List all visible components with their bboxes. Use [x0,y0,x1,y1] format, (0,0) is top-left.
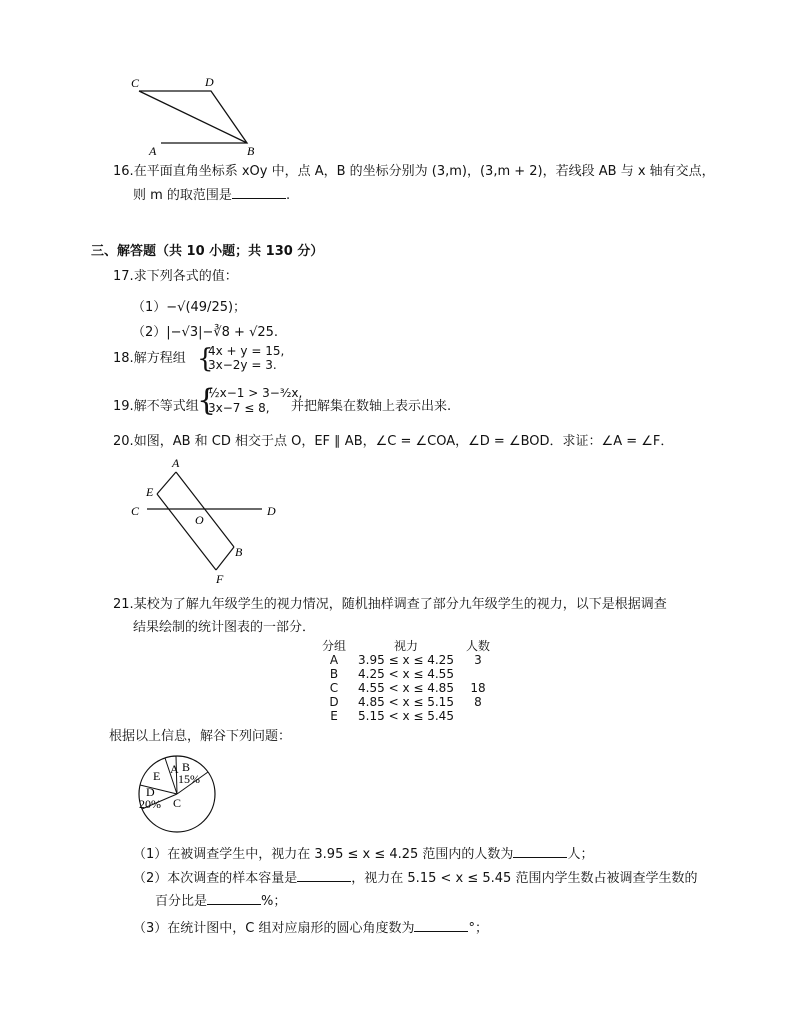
pie-label-b: B [182,760,191,774]
segment-bf [216,547,234,570]
section-title: 三、解答题（共 10 小题；共 130 分） [91,244,324,259]
q19-num: 19. [113,399,134,414]
q17-num: 17. [113,269,134,284]
q19 [113,398,199,416]
figure-q15 [125,70,265,160]
table-cell: C [329,681,339,695]
q16-text: 在平面直角坐标系 xOy 中，点 A，B 的坐标分别为 (3,m)，(3,m + 2)，若线段 AB 与 x 轴有交点， [133,164,715,179]
q16-line2-text: 则 m 的取范围是 [133,188,232,203]
table-cell: E [330,709,338,723]
q21-sub1-text: （1）在被调查学生中，视力在 3.95 ≤ x ≤ 4.25 范围内的人数为 [133,847,514,862]
q18-text: 解方程组 [133,351,186,366]
table-header: 人数 [465,639,490,653]
q18 [113,350,186,368]
q17-part1: （1）−√(49/25)； [132,300,247,315]
q16-line2 [133,186,290,205]
q21-line1 [113,596,667,614]
label-b: B [235,545,243,559]
table-cell [459,667,497,681]
label-d: D [267,504,276,518]
table-row [315,695,497,709]
q21-prompt: 根据以上信息，解谷下列问题： [109,729,292,744]
q18-system [208,344,284,372]
q21-sub2 [133,869,697,888]
table-header: 分组 [321,639,346,653]
label-c: C [131,76,140,90]
q17 [113,268,238,286]
q21-sub2-end: %； [261,894,287,909]
q17-text: 求下列各式的值： [133,269,238,284]
q19-text: 解不等式组 [133,399,199,414]
q20-text: 如图，AB 和 CD 相交于点 O，EF ∥ AB，∠C = ∠COA，∠D = ∠BOD．求证：∠A = ∠F． [133,434,674,449]
q21-sub1-end: 人； [567,847,594,862]
q21-sub2-text: （2）本次调查的样本容量是 [133,871,298,886]
q17-part2: （2）|−√3|−∛8 + √25. [132,325,279,340]
q18-brace: { [197,344,214,374]
segment-ef [157,494,216,570]
q16-line2-end: . [285,188,291,203]
table-cell: 8 [474,695,482,709]
label-d: D [205,75,214,89]
pie-label-a: A [170,762,179,776]
q21-sub3-blank[interactable] [414,919,468,932]
q21-sub1-blank[interactable] [513,845,567,858]
q19-brace: { [197,383,217,418]
figure-q15-diagonal [139,91,247,143]
q21-sub2-blank1[interactable] [297,869,351,882]
q21-sub2-blank2[interactable] [207,892,261,905]
table-row [315,709,497,723]
label-o: O [195,513,204,527]
table-cell: 18 [470,681,486,695]
table-cell [459,709,497,723]
q21-sub2-text2: ，视力在 5.15 < x ≤ 5.45 范围内学生数占被调查学生数的 [351,871,698,886]
q19-eq1: ½x−1 > 3−³⁄₂x, [208,386,303,400]
table-header: 视力 [393,639,418,653]
label-c: C [131,504,140,518]
figure-q20 [125,452,295,587]
q21-sub2-line2 [155,892,286,911]
table-header-row [315,639,497,653]
table-cell: 5.15 < x ≤ 5.45 [358,709,454,723]
q16-answer-blank[interactable] [232,186,286,199]
pie-label-e: E [153,769,161,783]
q19-tail: 并把解集在数轴上表示出来. [291,399,452,414]
q21-sub3-end: °； [468,921,488,936]
pie-label-d: D [146,785,155,799]
q19-system [208,386,302,416]
label-b: B [247,144,255,158]
label-e: E [146,485,154,499]
q16-num: 16. [113,164,134,179]
q21-sub2-text3: 百分比是 [155,894,208,909]
q21-sub3 [133,919,488,938]
pie-label-d-pct: 20% [139,797,161,811]
table-cell: 3.95 ≤ x ≤ 4.25 [358,653,454,667]
table-row [315,681,497,695]
table-row [315,667,497,681]
table-cell: A [329,653,339,667]
label-a: A [149,144,157,158]
q21-sub3-text: （3）在统计图中，C 组对应扇形的圆心角度数为 [133,921,415,936]
q21-sub1 [133,845,593,864]
label-a: A [172,456,180,470]
table-cell: B [329,667,339,681]
q20-num: 20. [113,434,134,449]
q21-num: 21. [113,597,134,612]
q18-eq1: 4x + y = 15, [208,344,285,358]
vision-table [315,639,497,723]
pie-chart [134,752,224,836]
table-cell: 4.25 < x ≤ 4.55 [358,667,454,681]
q21-line2: 结果绘制的统计图表的一部分． [133,620,316,635]
pie-label-c: C [173,796,182,810]
pie-label-b-pct: 15% [178,772,200,786]
q19-eq2: 3x−7 ≤ 8, [208,401,270,415]
table-row [315,653,497,667]
table-cell: 4.55 < x ≤ 4.85 [358,681,454,695]
q18-num: 18. [113,351,134,366]
q20 [113,433,673,451]
label-f: F [216,572,224,586]
segment-ea [157,472,176,494]
q18-eq2: 3x−2y = 3. [208,358,277,372]
q16-line1 [113,163,715,181]
q21-text-1: 某校为了解九年级学生的视力情况，随机抽样调查了部分九年级学生的视力，以下是根据调查 [133,597,667,612]
table-cell: 4.85 < x ≤ 5.15 [358,695,454,709]
table-cell: D [329,695,339,709]
table-cell: 3 [474,653,482,667]
